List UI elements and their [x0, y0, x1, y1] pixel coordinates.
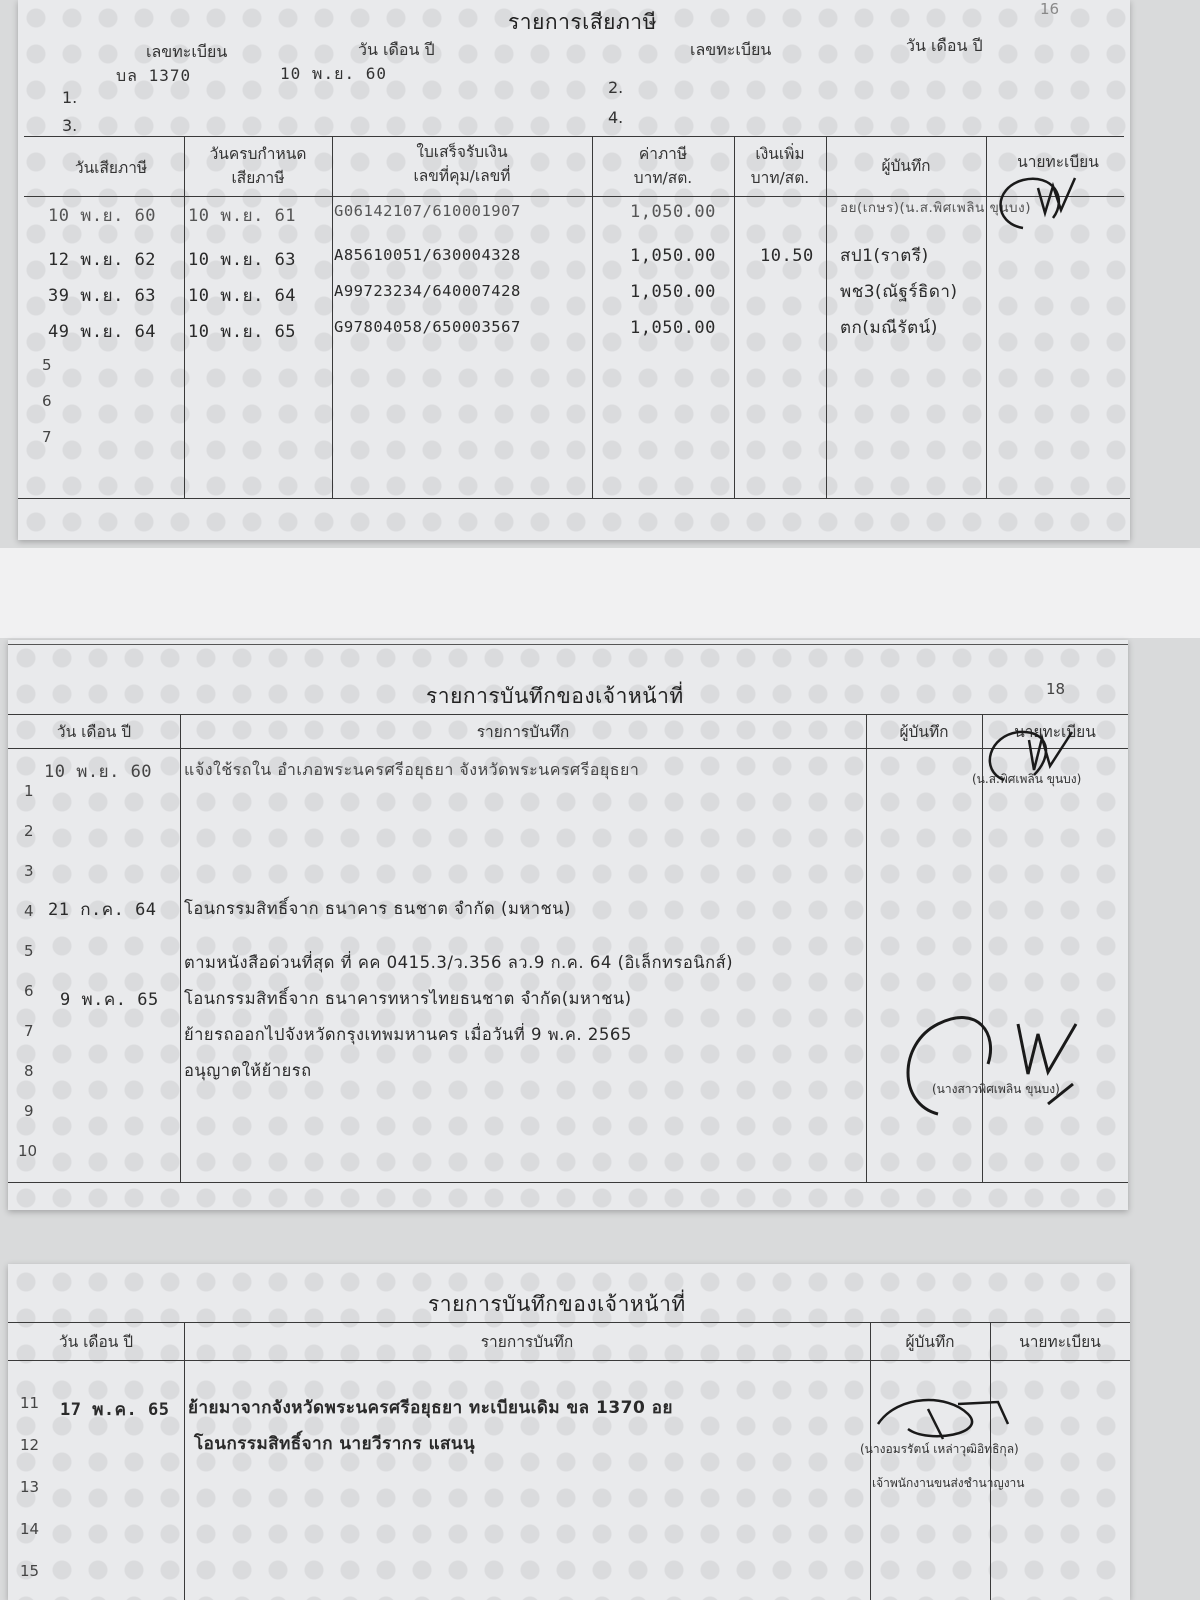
- line-number-11: 11: [20, 1394, 40, 1412]
- reg-label-right: เลขทะเบียน: [690, 40, 772, 59]
- tax-record-sheet: [18, 0, 1130, 540]
- row-number-5: 5: [42, 356, 52, 374]
- paper-gap: [0, 548, 1200, 638]
- line-number-8: 8: [24, 1062, 34, 1080]
- row-1-recorder: อย(เกษร)(น.ส.พิศเพลิน ขุนบง): [840, 200, 1031, 216]
- row-4-pay-date: 49 พ.ย. 64: [48, 322, 157, 342]
- registrar-signature-1: [983, 168, 1103, 248]
- log1-header-recorder: ผู้บันทึก: [899, 723, 949, 741]
- row-3-recorder: พช3(ณัฐร์ธิดา): [840, 282, 958, 302]
- officer-log-1-title: รายการบันทึกของเจ้าหน้าที่: [426, 684, 684, 708]
- row-1-tax: 1,050.00: [630, 202, 716, 222]
- row-1-receipt: G06142107/610001907: [334, 202, 521, 220]
- line-number-10: 10: [18, 1142, 38, 1160]
- line-number-3: 3: [24, 862, 34, 880]
- row-2-extra: 10.50: [760, 246, 814, 266]
- date-label-left: วัน เดือน ปี: [358, 40, 435, 59]
- log1-entry-2-date: 21 ก.ค. 64: [48, 900, 157, 920]
- row-3-receipt: A99723234/640007428: [334, 282, 521, 300]
- index-1: 1.: [62, 88, 78, 107]
- tax-record-title: รายการเสียภาษี: [508, 10, 657, 34]
- log1-entry-5-text: ย้ายรถออกไปจังหวัดกรุงเทพมหานคร เมื่อวันที่ 9 พ.ค. 2565: [184, 1025, 632, 1044]
- officer-log-sheet-2: [8, 1264, 1130, 1600]
- log1-entry-3-text: ตามหนังสือด่วนที่สุด ที่ คค 0415.3/ว.356 ลว.9 ก.ค. 64 (อิเล็กทรอนิกส์): [184, 953, 734, 972]
- row-2-receipt: A85610051/630004328: [334, 246, 521, 264]
- line-number-15: 15: [20, 1562, 40, 1580]
- registrar-signature-2: [974, 720, 1094, 800]
- row-4-recorder: ตก(มณีรัตน์): [840, 318, 938, 338]
- row-1-pay-date: 10 พ.ย. 60: [48, 206, 157, 226]
- line-number-5: 5: [24, 942, 34, 960]
- header-tax-amount: ค่าภาษี บาท/สต.: [633, 145, 693, 187]
- officer-log-sheet-1: [8, 640, 1128, 1210]
- line-number-14: 14: [20, 1520, 40, 1538]
- line-number-4: 4: [24, 902, 34, 920]
- header-due-date: วันครบกำหนด เสียภาษี: [209, 145, 307, 187]
- recorder-signature: [868, 1384, 1028, 1454]
- row-1-due-date: 10 พ.ย. 61: [188, 206, 297, 226]
- log2-entry-2-text: โอนกรรมสิทธิ์จาก นายวีรากร แสนนุ: [194, 1434, 476, 1454]
- row-3-due-date: 10 พ.ย. 64: [188, 286, 297, 306]
- row-3-pay-date: 39 พ.ย. 63: [48, 286, 157, 306]
- log2-header-recorder: ผู้บันทึก: [905, 1333, 955, 1351]
- line-number-12: 12: [20, 1436, 40, 1454]
- log2-header-entry: รายการบันทึก: [480, 1333, 574, 1351]
- row-3-tax: 1,050.00: [630, 282, 716, 302]
- log1-header-date: วัน เดือน ปี: [56, 723, 132, 741]
- index-4: 4.: [608, 108, 624, 127]
- registration-number: บล 1370: [116, 66, 192, 85]
- row-2-pay-date: 12 พ.ย. 62: [48, 250, 157, 270]
- line-number-6: 6: [24, 982, 34, 1000]
- date-label-right: วัน เดือน ปี: [906, 36, 983, 55]
- log1-signer-1: (น.ส.พิศเพลิน ขุนบง): [972, 772, 1082, 786]
- line-number-7: 7: [24, 1022, 34, 1040]
- line-number-13: 13: [20, 1478, 40, 1496]
- row-2-recorder: สป1(ราตรี): [840, 246, 929, 266]
- row-2-due-date: 10 พ.ย. 63: [188, 250, 297, 270]
- log1-entry-6-text: อนุญาตให้ย้ายรถ: [184, 1061, 312, 1080]
- row-4-due-date: 10 พ.ย. 65: [188, 322, 297, 342]
- row-number-6: 6: [42, 392, 52, 410]
- header-pay-date: วันเสียภาษี: [74, 159, 148, 177]
- log2-signer: (นางอมรรัตน์ เหล่าวุฒิอิทธิกุล): [860, 1442, 1019, 1456]
- log2-signer-title: เจ้าพนักงานขนส่งชำนาญงาน: [872, 1476, 1025, 1490]
- log2-entry-1-date: 17 พ.ค. 65: [60, 1400, 170, 1420]
- index-3: 3.: [62, 116, 78, 135]
- row-4-receipt: G97804058/650003567: [334, 318, 521, 336]
- log1-entry-1-text: แจ้งใช้รถใน อำเภอพระนครศรีอยุธยา จังหวัดพระนครศรีอยุธยา: [184, 760, 640, 779]
- index-2: 2.: [608, 78, 624, 97]
- header-registrar: นายทะเบียน: [1017, 153, 1099, 171]
- line-number-2: 2: [24, 822, 34, 840]
- registration-date: 10 พ.ย. 60: [280, 64, 387, 83]
- header-receipt: ใบเสร็จรับเงิน เลขที่คุม/เลขที่: [413, 143, 511, 185]
- row-number-7: 7: [42, 428, 52, 446]
- row-2-tax: 1,050.00: [630, 246, 716, 266]
- header-extra-amount: เงินเพิ่ม บาท/สต.: [750, 145, 810, 187]
- officer-log-2-title: รายการบันทึกของเจ้าหน้าที่: [428, 1292, 686, 1316]
- log1-header-registrar: นายทะเบียน: [1014, 723, 1096, 741]
- line-number-1: 1: [24, 782, 34, 800]
- log2-entry-1-text: ย้ายมาจากจังหวัดพระนครศรีอยุธยา ทะเบียนเดิม ขล 1370 อย: [188, 1398, 673, 1418]
- registrar-signature-3: [898, 994, 1098, 1134]
- log2-header-date: วัน เดือน ปี: [58, 1333, 134, 1351]
- line-number-9: 9: [24, 1102, 34, 1120]
- log1-entry-4-text: โอนกรรมสิทธิ์จาก ธนาคารทหารไทยธนชาต จำกัด(มหาชน): [184, 989, 632, 1008]
- log1-header-entry: รายการบันทึก: [476, 723, 570, 741]
- log1-signer-2: (นางสาวพิศเพลิน ขุนบง): [932, 1082, 1060, 1096]
- page-number-18: 18: [1046, 680, 1066, 698]
- log2-header-registrar: นายทะเบียน: [1019, 1333, 1101, 1351]
- header-recorder: ผู้บันทึก: [881, 157, 931, 175]
- log1-entry-1-date: 10 พ.ย. 60: [44, 762, 153, 782]
- row-4-tax: 1,050.00: [630, 318, 716, 338]
- log1-entry-4-date: 9 พ.ค. 65: [60, 990, 159, 1010]
- page-number: 16: [1040, 0, 1060, 18]
- reg-label-left: เลขทะเบียน: [146, 42, 228, 61]
- log1-entry-2-text: โอนกรรมสิทธิ์จาก ธนาคาร ธนชาต จำกัด (มหาชน): [184, 899, 571, 918]
